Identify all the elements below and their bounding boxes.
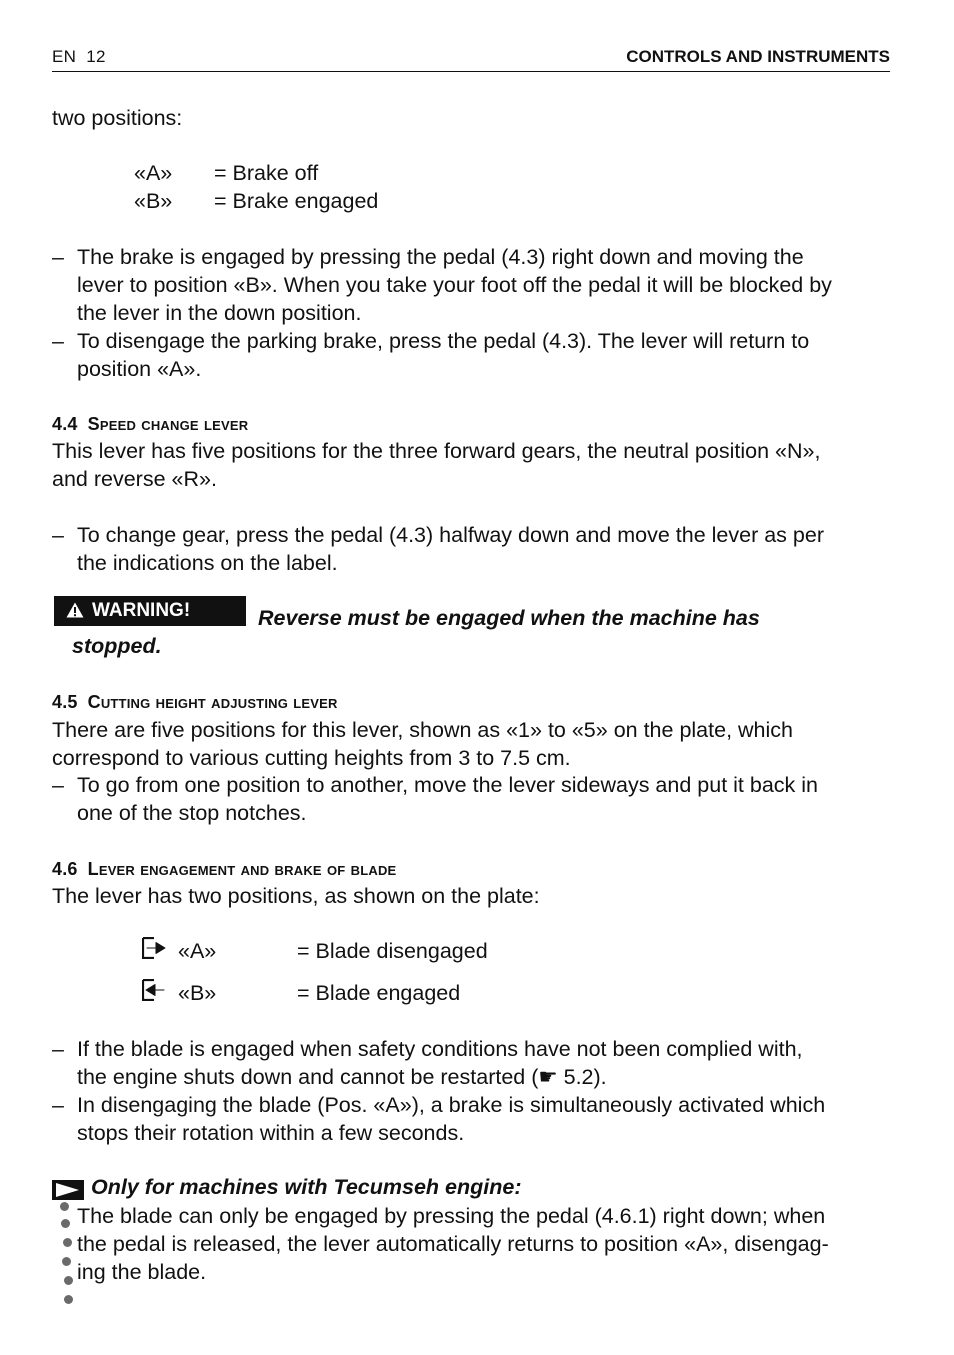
list-item: – To change gear, press the pedal (4.3) halfway down and move the lever as per the indications on the label. bbox=[52, 523, 824, 575]
brake-position-code: «B» bbox=[134, 189, 173, 213]
line: correspond to various cutting heights from 3 to 7.5 cm. bbox=[52, 746, 571, 770]
line: ing the blade. bbox=[77, 1260, 207, 1284]
section-4-6-text: The lever has two positions, as shown on the plate: bbox=[52, 884, 540, 908]
page-language: EN bbox=[52, 47, 77, 66]
section-heading-4-5: 4.5 Cutting height adjusting lever bbox=[52, 692, 338, 712]
line: the engine shuts down and cannot be restarted (☛ 5.2). bbox=[77, 1065, 607, 1089]
brake-position-code: «A» bbox=[134, 161, 173, 185]
header-divider bbox=[52, 71, 890, 72]
blade-position-code: «B» bbox=[178, 981, 217, 1005]
line: and reverse «R». bbox=[52, 467, 217, 491]
dot bbox=[62, 1257, 71, 1266]
line: the indications on the label. bbox=[77, 551, 338, 575]
dot bbox=[60, 1202, 69, 1211]
list-item: – The brake is engaged by pressing the pedal (4.3) right down and moving the lever to position «B». When you take your foot off the pedal it will be blocked by the lever in the down position. bbox=[52, 245, 832, 325]
line: the pedal is released, the lever automatically returns to position «A», disengag- bbox=[77, 1232, 829, 1256]
section-heading-4-4: 4.4 Speed change lever bbox=[52, 414, 249, 434]
brake-position-desc: = Brake off bbox=[214, 161, 319, 185]
blade-engage-icon bbox=[142, 979, 166, 1001]
line: In disengaging the blade (Pos. «A»), a brake is simultaneously activated which bbox=[77, 1093, 826, 1117]
dot bbox=[64, 1276, 73, 1285]
list-item: – If the blade is engaged when safety conditions have not been complied with, the engine shuts down and cannot be restarted (☛ 5.2). bbox=[52, 1037, 803, 1089]
line: lever to position «B». When you take your foot off the pedal it will be blocked by bbox=[77, 273, 832, 297]
brake-position-desc: = Brake engaged bbox=[214, 189, 379, 213]
blade-disengage-icon bbox=[142, 937, 166, 959]
list-item: – In disengaging the blade (Pos. «A»), a brake is simultaneously activated which stops their rotation within a few seconds. bbox=[52, 1093, 826, 1145]
line: stops their rotation within a few seconds. bbox=[77, 1121, 465, 1145]
line: The brake is engaged by pressing the pedal (4.3) right down and moving the bbox=[77, 245, 804, 269]
list-item: – To disengage the parking brake, press the pedal (4.3). The lever will return to position «A». bbox=[52, 329, 810, 381]
line: If the blade is engaged when safety conditions have not been complied with, bbox=[77, 1037, 803, 1061]
warning-label-text: WARNING! bbox=[92, 600, 191, 621]
line: To go from one position to another, move the lever sideways and put it back in bbox=[77, 773, 818, 797]
line: The blade can only be engaged by pressing the pedal (4.6.1) right down; when bbox=[77, 1204, 826, 1228]
blade-position-desc: = Blade engaged bbox=[297, 981, 461, 1005]
section-4-4-text bbox=[52, 437, 820, 493]
dot bbox=[61, 1219, 70, 1228]
warning-label bbox=[54, 596, 246, 626]
warning-icon bbox=[66, 602, 84, 618]
line: the lever in the down position. bbox=[77, 301, 362, 325]
page-language-number bbox=[52, 47, 106, 67]
page-number: 12 bbox=[86, 47, 106, 66]
dot bbox=[64, 1295, 73, 1304]
note-arrow-icon bbox=[52, 1180, 84, 1200]
note-text bbox=[77, 1202, 829, 1286]
line: one of the stop notches. bbox=[77, 801, 307, 825]
warning-text-line2: stopped. bbox=[72, 634, 162, 658]
intro-text: two positions: bbox=[52, 106, 183, 130]
line: position «A». bbox=[77, 357, 202, 381]
line: To disengage the parking brake, press the pedal (4.3). The lever will return to bbox=[77, 329, 810, 353]
blade-position-code: «A» bbox=[178, 939, 217, 963]
list-item: – To go from one position to another, move the lever sideways and put it back in one of the stop notches. bbox=[52, 773, 818, 825]
section-4-5-text bbox=[52, 716, 793, 772]
line: To change gear, press the pedal (4.3) halfway down and move the lever as per bbox=[77, 523, 824, 547]
line: There are five positions for this lever, shown as «1» to «5» on the plate, which bbox=[52, 718, 793, 742]
section-heading-4-6: 4.6 Lever engagement and brake of blade bbox=[52, 859, 397, 879]
section-header-title: CONTROLS AND INSTRUMENTS bbox=[626, 47, 890, 66]
blade-position-desc: = Blade disengaged bbox=[297, 939, 488, 963]
dot bbox=[63, 1238, 72, 1247]
note-heading: Only for machines with Tecumseh engine: bbox=[91, 1175, 522, 1199]
warning-text-line1: Reverse must be engaged when the machine has bbox=[258, 606, 760, 630]
line: This lever has five positions for the three forward gears, the neutral position «N», bbox=[52, 439, 821, 463]
